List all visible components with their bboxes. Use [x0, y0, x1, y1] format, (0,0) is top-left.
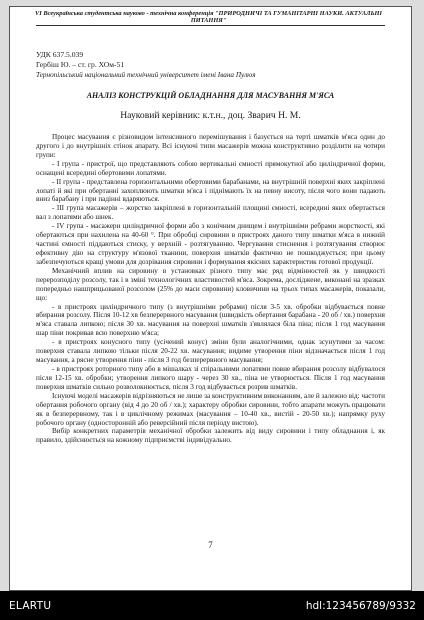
paragraph: - IV група - масажери циліндричної форми або з конічним днищем і внутрішніми ребрами жорсткості, які обертаються при нахилена на 40-60 °. При обробці сировини в пристроях даного типу шматки м'яса в нижній частині ємності піддаються стиску, у верхній - розтягуванню. Чергування стиснення і розтягування створює ефективну дію на структуру м'язової тканини, поверхня шматків фактично не пошкоджується; при цьому забезпечуються кращі умови для дозрівання сировини і формування якісних характеристик готової продукції.: [36, 222, 385, 266]
paragraph: - в пристроях роторного типу або в мішалках зі спіральними лопатями повне вбирання розсолу відбувалося після 12-15 хв. обробки; утворення липкого шару - через 30 хв., піна не утворюється. Після 1 год масування поверхня шматків сильно розволокнюється, після 3 год відбувається розрив шматків.: [36, 364, 385, 391]
paragraph: - I група - пристрої, що представляють собою вертикальні ємності прямокутної або циліндричної форми, оснащені всередині обертовими лопатями.: [36, 159, 385, 177]
university-name: Тернопільський національний технічний університет імені Івана Пулюя: [36, 71, 256, 79]
paragraph: Процес масування є різновидом інтенсивного перемішування і базується на терті шматків м'яса один до другого і до внутрішніх стінок апарату. Всі існуючі типи масажерів можна конструктивно розділити на чотири групи:: [36, 133, 385, 159]
paragraph: Механічний вплив на сировину в установках різного типу має ряд відмінностей як у швидкості перерозподілу розсолу, так і в зміні технологічних властивостей м'яса. Зокрема, досліджене, виконані на зразках попередньо нашприцьованої розсолом (25% до маси сировини) кловичини на трьох типах масажерів, показали, що:: [36, 266, 385, 302]
paper-body: [36, 133, 385, 445]
paragraph: - II група - представлена горизонтальними обертовими барабанами, на внутрішній поверхні яких закріплені лопаті й які при обертанні захоплюють шматки м'яса і піднімають їх на певну висоту, після чого вони падають вниз барабану і при падінні вдаряються.: [36, 177, 385, 204]
paragraph: Існуючі моделі масажерів відрізняються не лише за конструктивним виконанням, але й залежно від: частоти обертання робочого органу (від 4 до 20 об / хв.); характеру обробки сировини, тобто апарати можуть працювати як в безперервному, так і в циклічному режимах (масування – 10-40 хв., вистій - 20-50 хв.); напрямку руху робочого органу (односторонній або реверсійний після періоду вистою).: [36, 391, 385, 427]
udk-code: УДК 637.5.039: [36, 50, 84, 59]
header-rule: [36, 25, 385, 26]
supervisor-line: Науковий керівник: к.т.н., доц. Зварич Н. М.: [120, 110, 301, 121]
repository-name: ELARTU: [9, 600, 52, 612]
page-number: 7: [208, 540, 213, 550]
handle-identifier[interactable]: hdl:123456789/9332: [305, 600, 416, 612]
conference-header: VI Всеукраїнська студентська науково - технічна конференція "ПРИРОДНИЧІ ТА ГУМАНІТАРНІ НАУКИ. АКТУАЛЬНІ ПИТАННЯ": [34, 10, 383, 25]
paragraph: - в пристроях циліндричного типу (з внутрішніми ребрами) після 3-5 хв. обробки відбувається повне вбирання розсолу. Після 10-12 хв безперервного масування (швидкість обертання барабана - 20 об / хв.) поверхня м'яса ставала липкою; після 30 хв. масування на поверхні шматків з'являлася біла піна; після 1 год масування шар піни покривав всю поверхню м'яса;: [36, 302, 385, 338]
document-page: [9, 6, 412, 591]
author-line: Гербіш Ю. – ст. гр. ХОм-51: [36, 60, 125, 69]
paper-title: АНАЛІЗ КОНСТРУКЦІЙ ОБЛАДНАННЯ ДЛЯ МАСУВАННЯ М'ЯСА: [86, 91, 335, 100]
repository-footer-bar: [0, 591, 424, 620]
paragraph: - в пристроях конусного типу (усічений конус) зміни були аналогічними, однак зсунутими за часом: поверхня ставала липкою тільки після 20-22 хв. масування; видиме утворення піни відзначається після 1 год масування, а рясне утворення піни - після 3 год безперервного масування;: [36, 338, 385, 365]
paragraph: Вибір конкретних параметрів механічної обробки залежить від виду сировини і типу обладнання і, як правило, здійснюється на кожному підприємстві індивідуально.: [36, 427, 385, 445]
paragraph: - III група масажерів – жорстко закріплені в горизонтальній площині ємності, всередині яких обертається вал з лопатями або шнек.: [36, 204, 385, 222]
